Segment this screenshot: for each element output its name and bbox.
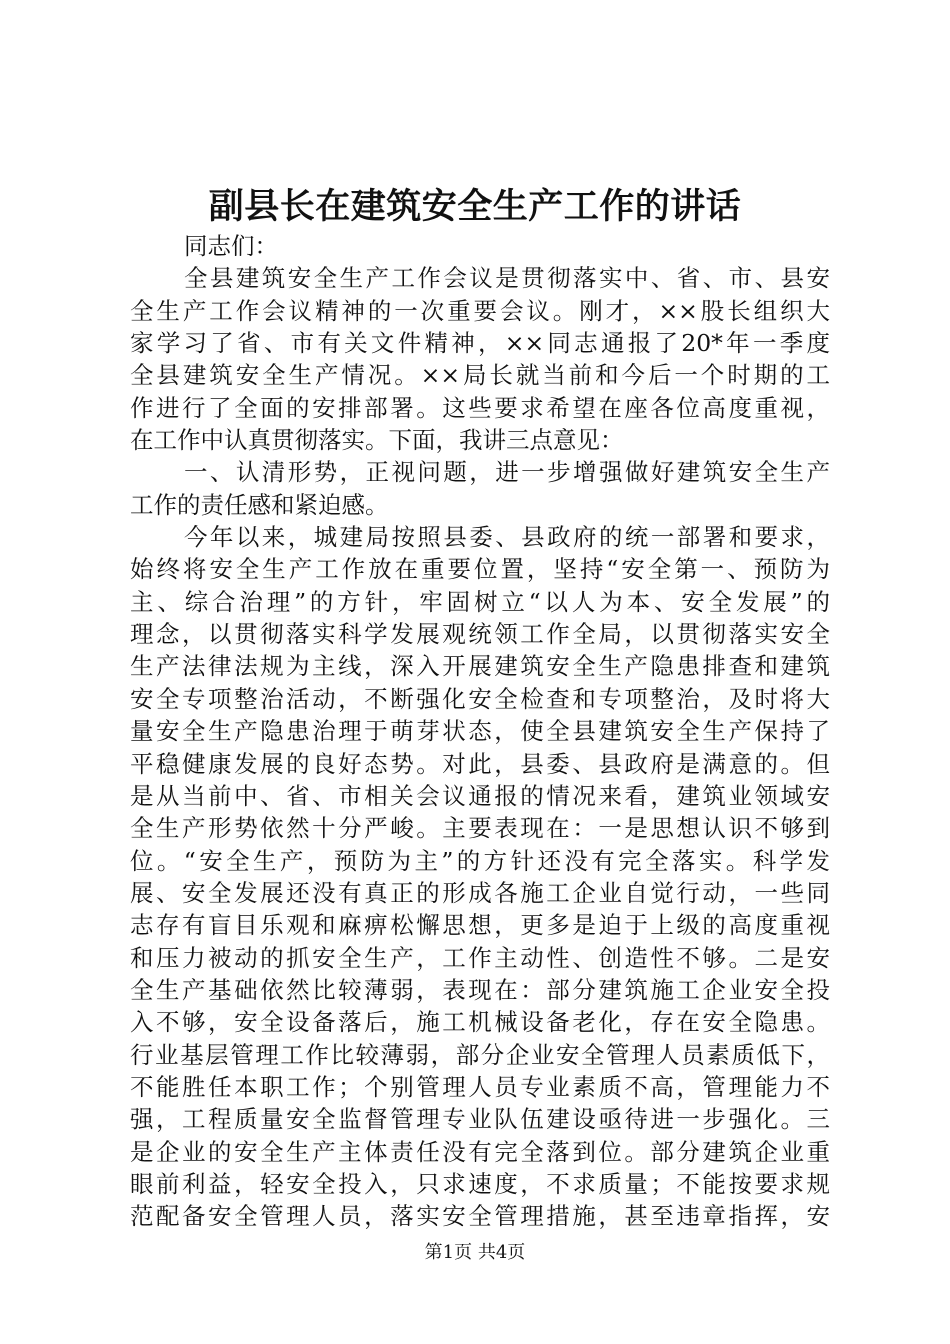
text-line: 全县建筑安全生产情况。××局长就当前和今后一个时期的工: [130, 361, 830, 390]
text-line: 一、认清形势，正视问题，进一步增强做好建筑安全生产: [184, 458, 830, 487]
page-footer: 第1页 共4页: [424, 1242, 526, 1263]
text-line: 行业基层管理工作比较薄弱，部分企业安全管理人员素质低下，: [130, 1040, 830, 1069]
page-title: 副县长在建筑安全生产工作的讲话: [208, 186, 742, 227]
text-line: 展、安全发展还没有真正的形成各施工企业自觉行动，一些同: [130, 878, 830, 907]
text-line: 家学习了省、市有关文件精神，××同志通报了20*年一季度: [130, 329, 830, 358]
text-line: 理念，以贯彻落实科学发展观统领工作全局，以贯彻落实安全: [130, 620, 830, 649]
text-line: 工作的责任感和紧迫感。: [130, 490, 389, 519]
text-line: 不能胜任本职工作；个别管理人员专业素质不高，管理能力不: [130, 1072, 830, 1101]
text-line: 入不够，安全设备落后，施工机械设备老化，存在安全隐患。: [130, 1008, 830, 1037]
text-line: 主、综合治理”的方针，牢固树立“以人为本、安全发展”的: [130, 587, 830, 616]
text-line: 眼前利益，轻安全投入，只求速度，不求质量；不能按要求规: [130, 1169, 830, 1198]
text-line: 安全专项整治活动，不断强化安全检查和专项整治，及时将大: [130, 684, 830, 713]
text-line: 同志们：: [184, 232, 278, 260]
text-line: 是企业的安全生产主体责任没有完全落到位。部分建筑企业重: [130, 1137, 830, 1166]
text-line: 全县建筑安全生产工作会议是贯彻落实中、省、市、县安: [184, 264, 830, 293]
text-line: 今年以来，城建局按照县委、县政府的统一部署和要求，: [184, 523, 830, 552]
text-line: 强，工程质量安全监督管理专业队伍建设亟待进一步强化。三: [130, 1105, 830, 1134]
text-line: 位。“安全生产，预防为主”的方针还没有完全落实。科学发: [130, 846, 830, 875]
text-line: 和压力被动的抓安全生产，工作主动性、创造性不够。二是安: [130, 943, 830, 972]
text-line: 作进行了全面的安排部署。这些要求希望在座各位高度重视，: [130, 393, 830, 422]
text-line: 全生产工作会议精神的一次重要会议。刚才，××股长组织大: [130, 296, 830, 325]
text-line: 始终将安全生产工作放在重要位置，坚持“安全第一、预防为: [130, 555, 830, 584]
document-body: [130, 230, 830, 1233]
text-line: 是从当前中、省、市相关会议通报的情况来看，建筑业领域安: [130, 781, 830, 810]
text-line: 在工作中认真贯彻落实。下面，我讲三点意见：: [130, 426, 624, 455]
text-line: 志存有盲目乐观和麻痹松懈思想，更多是迫于上级的高度重视: [130, 911, 830, 940]
text-line: 生产法律法规为主线，深入开展建筑安全生产隐患排查和建筑: [130, 652, 830, 681]
text-line: 全生产基础依然比较薄弱，表现在：部分建筑施工企业安全投: [130, 975, 830, 1004]
text-line: 全生产形势依然十分严峻。主要表现在：一是思想认识不够到: [130, 814, 830, 843]
text-line: 平稳健康发展的良好态势。对此，县委、县政府是满意的。但: [130, 749, 830, 778]
text-line: 量安全生产隐患治理于萌芽状态，使全县建筑安全生产保持了: [130, 717, 830, 746]
text-line: 范配备安全管理人员，落实安全管理措施，甚至违章指挥，安: [130, 1202, 830, 1231]
